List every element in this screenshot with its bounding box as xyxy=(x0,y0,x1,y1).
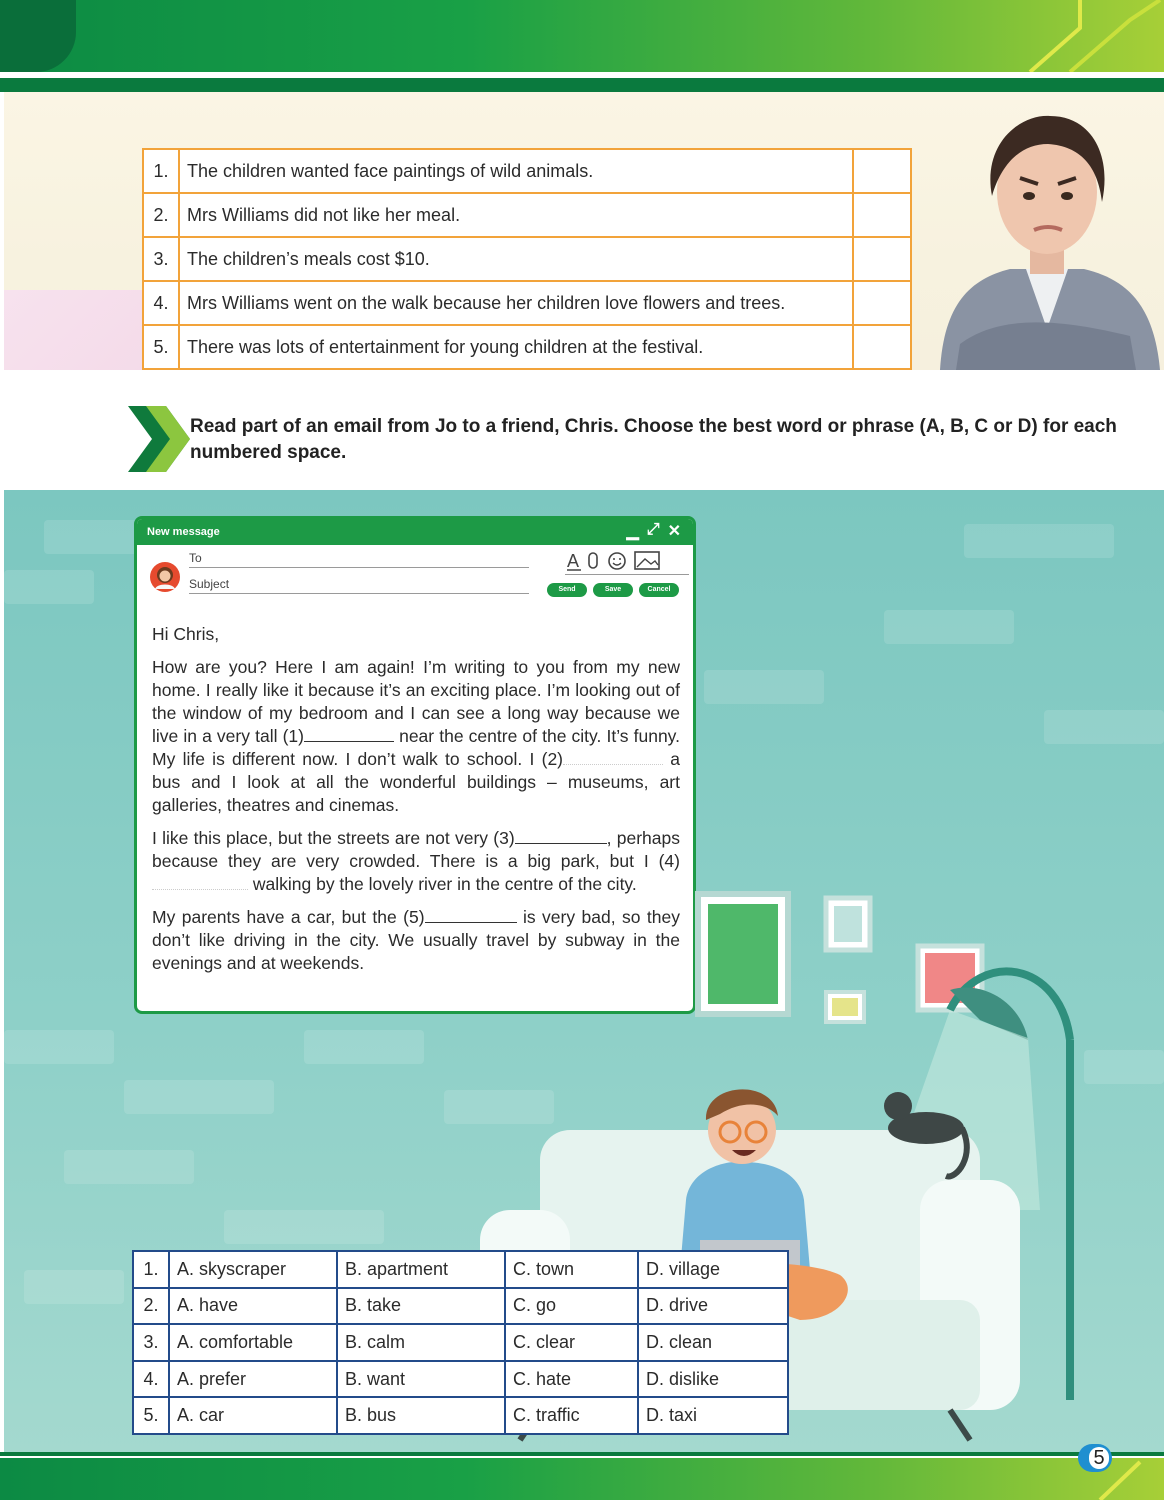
frowning-woman-illustration xyxy=(930,104,1164,370)
question-number: 5. xyxy=(133,1397,169,1434)
top-banner-gradient xyxy=(0,0,1164,72)
email-greeting: Hi Chris, xyxy=(152,624,220,644)
top-divider-line xyxy=(0,78,1164,92)
table-row xyxy=(133,1397,788,1434)
option-b[interactable]: B. apartment xyxy=(337,1251,505,1288)
statement-number: 4. xyxy=(143,281,179,325)
table-row xyxy=(143,325,911,369)
answer-box[interactable] xyxy=(853,149,911,193)
save-button[interactable]: Save xyxy=(593,583,633,597)
avatar xyxy=(149,561,181,593)
gap-1-blank[interactable] xyxy=(304,726,394,742)
option-c[interactable]: C. town xyxy=(505,1251,638,1288)
subject-field[interactable] xyxy=(189,577,529,594)
table-row xyxy=(133,1324,788,1361)
option-c[interactable]: C. clear xyxy=(505,1324,638,1361)
email-window-title: New message xyxy=(147,526,220,538)
statement-text: Mrs Williams went on the walk because her children love flowers and trees. xyxy=(179,281,853,325)
maximize-icon[interactable]: ⤢ xyxy=(646,521,660,538)
email-paragraph-3: My parents have a car, but the (5) is very bad, so they don’t like driving in the city. We usually travel by subway in the evenings and at weekends. xyxy=(152,907,680,973)
gap-2-blank[interactable] xyxy=(563,749,663,765)
statement-text: The children wanted face paintings of wild animals. xyxy=(179,149,853,193)
question-number: 3. xyxy=(133,1324,169,1361)
answer-box[interactable] xyxy=(853,325,911,369)
table-row xyxy=(143,149,911,193)
option-b[interactable]: B. take xyxy=(337,1288,505,1325)
gap-4-blank[interactable] xyxy=(152,874,248,890)
image-icon[interactable] xyxy=(635,552,659,569)
statement-number: 1. xyxy=(143,149,179,193)
option-c[interactable]: C. go xyxy=(505,1288,638,1325)
attachment-icon[interactable] xyxy=(589,553,597,568)
gap-3-blank[interactable] xyxy=(515,828,607,844)
option-d[interactable]: D. clean xyxy=(638,1324,788,1361)
answer-box[interactable] xyxy=(853,193,911,237)
statements-table xyxy=(142,148,912,370)
option-b[interactable]: B. want xyxy=(337,1361,505,1398)
page-number: 5 xyxy=(1089,1447,1109,1469)
subject-field-label: Subject xyxy=(189,577,230,591)
question-number: 2. xyxy=(133,1288,169,1325)
top-banner xyxy=(0,0,1164,92)
email-paragraph-1: How are you? Here I am again! I’m writing to you from my new home. I really like it because it’s an exciting place. I’m looking out of the window of my bedroom and I can see a long way because we live in a very tall (1) near the centre of the city. It’s funny. My life is different now. I don’t walk to school. I (2) a bus and I look at all the wonderful buildings – museums, art galleries, theatres and cinemas. xyxy=(152,657,680,815)
table-row xyxy=(133,1288,788,1325)
page-number-badge xyxy=(1078,1444,1112,1472)
send-button[interactable]: Send xyxy=(547,583,587,597)
option-a[interactable]: A. skyscraper xyxy=(169,1251,337,1288)
table-row xyxy=(143,281,911,325)
answer-box[interactable] xyxy=(853,281,911,325)
table-row xyxy=(133,1251,788,1288)
option-c[interactable]: C. hate xyxy=(505,1361,638,1398)
option-a[interactable]: A. have xyxy=(169,1288,337,1325)
to-field-label: To xyxy=(189,551,202,565)
to-field[interactable] xyxy=(189,551,529,568)
cancel-button[interactable]: Cancel xyxy=(639,583,679,597)
emoji-icon[interactable] xyxy=(609,553,625,569)
svg-text:A: A xyxy=(567,551,580,571)
question-number: 1. xyxy=(133,1251,169,1288)
option-d[interactable]: D. taxi xyxy=(638,1397,788,1434)
table-row xyxy=(133,1361,788,1398)
exercise-number-badge xyxy=(126,404,192,474)
option-d[interactable]: D. village xyxy=(638,1251,788,1288)
option-a[interactable]: A. comfortable xyxy=(169,1324,337,1361)
statement-number: 2. xyxy=(143,193,179,237)
statement-text: The children’s meals cost $10. xyxy=(179,237,853,281)
banner-slash-decoration xyxy=(1010,0,1164,72)
statement-number: 5. xyxy=(143,325,179,369)
exercise-instruction: Read part of an email from Jo to a friend, Chris. Choose the best word or phrase (A, B, C or D) for each numbered space. xyxy=(190,416,1117,463)
table-row xyxy=(143,193,911,237)
table-row xyxy=(143,237,911,281)
font-format-icon[interactable] xyxy=(567,551,581,571)
statement-text: Mrs Williams did not like her meal. xyxy=(179,193,853,237)
statement-text: There was lots of entertainment for young children at the festival. xyxy=(179,325,853,369)
option-a[interactable]: A. prefer xyxy=(169,1361,337,1398)
exercise-number: 03 xyxy=(132,432,147,447)
bottom-divider-line xyxy=(0,1452,1164,1456)
option-c[interactable]: C. traffic xyxy=(505,1397,638,1434)
close-icon[interactable]: ✕ xyxy=(667,523,681,540)
option-d[interactable]: D. drive xyxy=(638,1288,788,1325)
options-table xyxy=(132,1250,789,1435)
option-a[interactable]: A. car xyxy=(169,1397,337,1434)
bottom-banner xyxy=(0,1458,1164,1500)
email-paragraph-2: I like this place, but the streets are not very (3) , perhaps because they are very crowded. There is a big park, but I (4) walking by the lovely river in the centre of the city. xyxy=(152,828,680,894)
question-number: 4. xyxy=(133,1361,169,1398)
email-toolbar xyxy=(565,549,689,575)
minimize-icon[interactable]: ▁ xyxy=(626,523,639,540)
option-d[interactable]: D. dislike xyxy=(638,1361,788,1398)
statement-number: 3. xyxy=(143,237,179,281)
email-title-bar xyxy=(137,519,693,545)
option-b[interactable]: B. calm xyxy=(337,1324,505,1361)
option-b[interactable]: B. bus xyxy=(337,1397,505,1434)
answer-box[interactable] xyxy=(853,237,911,281)
